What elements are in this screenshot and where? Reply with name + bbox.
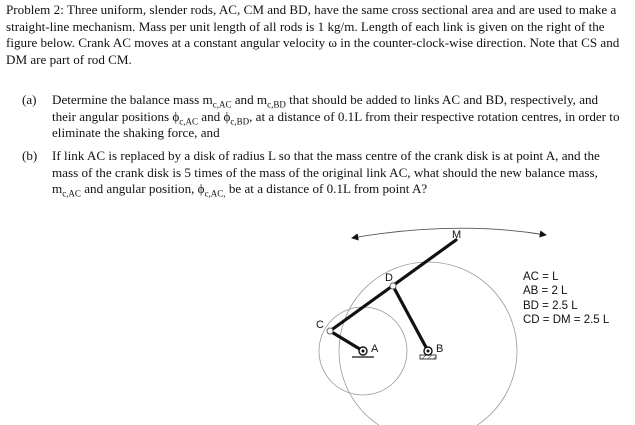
part-a-text: Determine the balance mass $m_{c,AC}$ and $m_{c,BD}$ that should be added to links AC and BD, respectively, and their angular positions $\phi_{c,AC}$ and $\phi_{c,BD}$, at a distance of 0.1L from their respective rotation centres, in order to eliminate the shaking force, and (52, 92, 620, 141)
label-m: M (452, 229, 462, 241)
coupler-path-arc (352, 228, 546, 238)
part-a-label: (a) (22, 92, 37, 107)
part-b-text: If link AC is replaced by a disk of radius L so that the mass centre of the crank disk is at point A, and the mass of the crank disk is 5 times of the mass of the original link AC, what should the new balance mass, $m_{c,AC}$ and angular position, $\phi_{c,AC,}$ be at a distance of 0.1L from point A? (52, 148, 600, 199)
label-a: A (371, 343, 379, 355)
ground-b (420, 347, 436, 359)
dimension-ac: AC = L (523, 271, 559, 283)
crank-ac (330, 331, 363, 351)
label-d: D (385, 272, 393, 284)
label-c: C (316, 319, 324, 331)
label-b: B (436, 343, 444, 355)
path-circle-b (339, 262, 517, 425)
dimension-cd-dm: CD = DM = 2.5 L (523, 313, 610, 326)
dimension-list (523, 270, 609, 327)
dimension-bd: BD = 2.5 L (523, 299, 578, 312)
rod-bd (393, 286, 428, 351)
pin-c (327, 328, 333, 334)
part-b-label: (b) (22, 148, 38, 163)
dimension-ab: AB = 2 L (523, 285, 568, 298)
problem-intro: Problem 2: Three uniform, slender rods, AC, CM and BD, have the same cross sectional area and are used to make a straight-line mechanism. Mass per unit length of all rods is 1 kg/m. Length of each link is given on the right of the figure below. Crank AC moves at a constant angular velocity ω in the counter-clock-wise direction. Note that CS and DM are part of rod CM. (6, 2, 620, 67)
